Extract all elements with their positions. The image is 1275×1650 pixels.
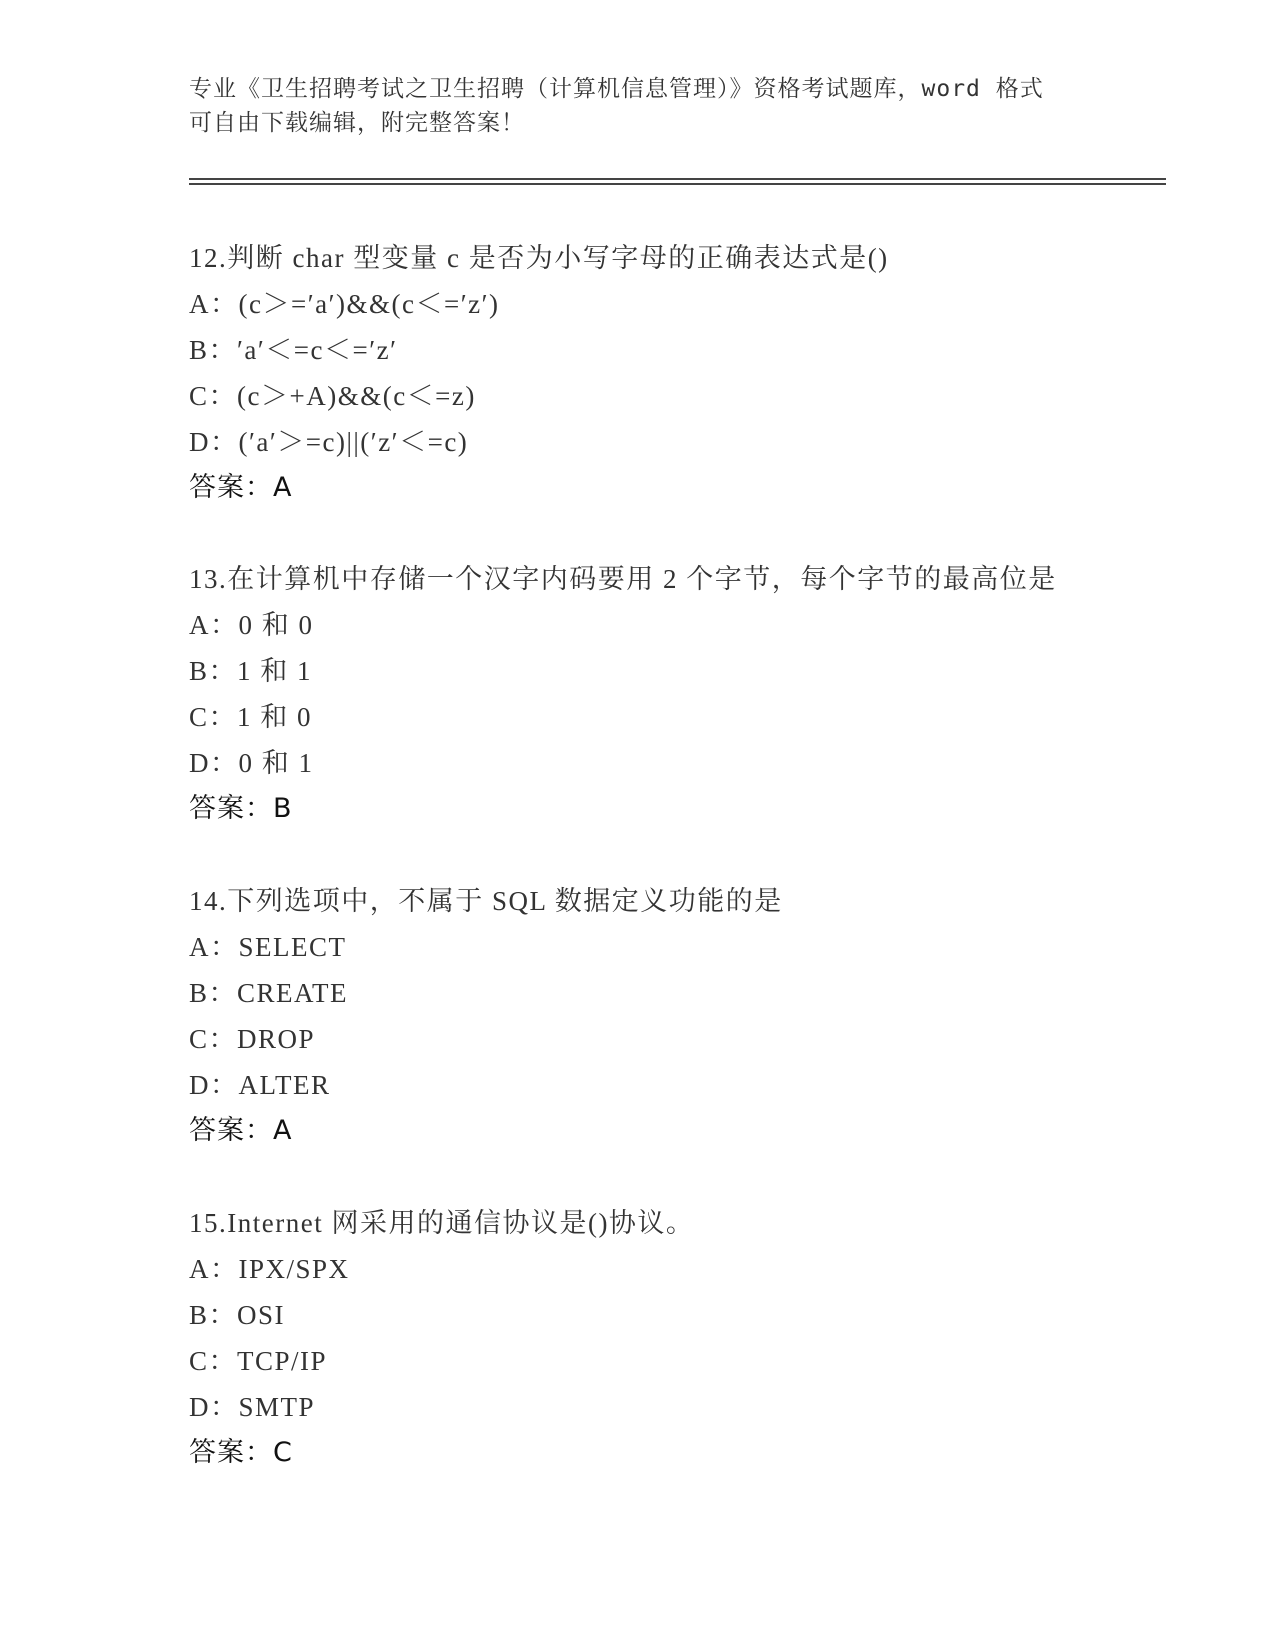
option-d: D：SMTP bbox=[189, 1392, 316, 1422]
answer-line: 答案：A bbox=[189, 1115, 293, 1146]
option-a: A：IPX/SPX bbox=[189, 1254, 350, 1284]
header-line-2: 可自由下载编辑，附完整答案！ bbox=[189, 110, 525, 136]
question-text: 13.在计算机中存储一个汉字内码要用 2 个字节，每个字节的最高位是 bbox=[189, 564, 1057, 594]
answer-line: 答案：A bbox=[189, 472, 293, 503]
question-text: 12.判断 char 型变量 c 是否为小写字母的正确表达式是() bbox=[189, 243, 889, 273]
option-c: C：DROP bbox=[189, 1024, 316, 1054]
question-13 bbox=[189, 556, 1129, 832]
option-b: B：OSI bbox=[189, 1300, 286, 1330]
option-a: A：(c＞=′a′)&&(c＜=′z′) bbox=[189, 289, 500, 319]
question-text: 15.Internet 网采用的通信协议是()协议。 bbox=[189, 1208, 695, 1238]
option-b: B：′a′＜=c＜=′z′ bbox=[189, 335, 398, 365]
option-c: C：TCP/IP bbox=[189, 1346, 328, 1376]
answer-line: 答案：C bbox=[189, 1437, 293, 1468]
document-header bbox=[189, 72, 1089, 140]
question-15 bbox=[189, 1200, 1129, 1476]
option-b: B：1 和 1 bbox=[189, 656, 313, 686]
header-divider-top bbox=[189, 178, 1166, 180]
answer-line: 答案：B bbox=[189, 793, 293, 824]
question-12 bbox=[189, 235, 1129, 511]
option-d: D：ALTER bbox=[189, 1070, 331, 1100]
question-text: 14.下列选项中，不属于 SQL 数据定义功能的是 bbox=[189, 886, 783, 916]
option-c: C：(c＞+A)&&(c＜=z) bbox=[189, 381, 476, 411]
option-c: C：1 和 0 bbox=[189, 702, 313, 732]
option-b: B：CREATE bbox=[189, 978, 349, 1008]
option-a: A：SELECT bbox=[189, 932, 347, 962]
header-line-1: 专业《卫生招聘考试之卫生招聘（计算机信息管理）》资格考试题库，word 格式 bbox=[189, 76, 1044, 102]
option-d: D：0 和 1 bbox=[189, 748, 314, 778]
option-a: A：0 和 0 bbox=[189, 610, 314, 640]
question-14 bbox=[189, 878, 1129, 1154]
header-divider-bottom bbox=[189, 183, 1166, 185]
option-d: D：(′a′＞=c)||(′z′＜=c) bbox=[189, 427, 469, 457]
